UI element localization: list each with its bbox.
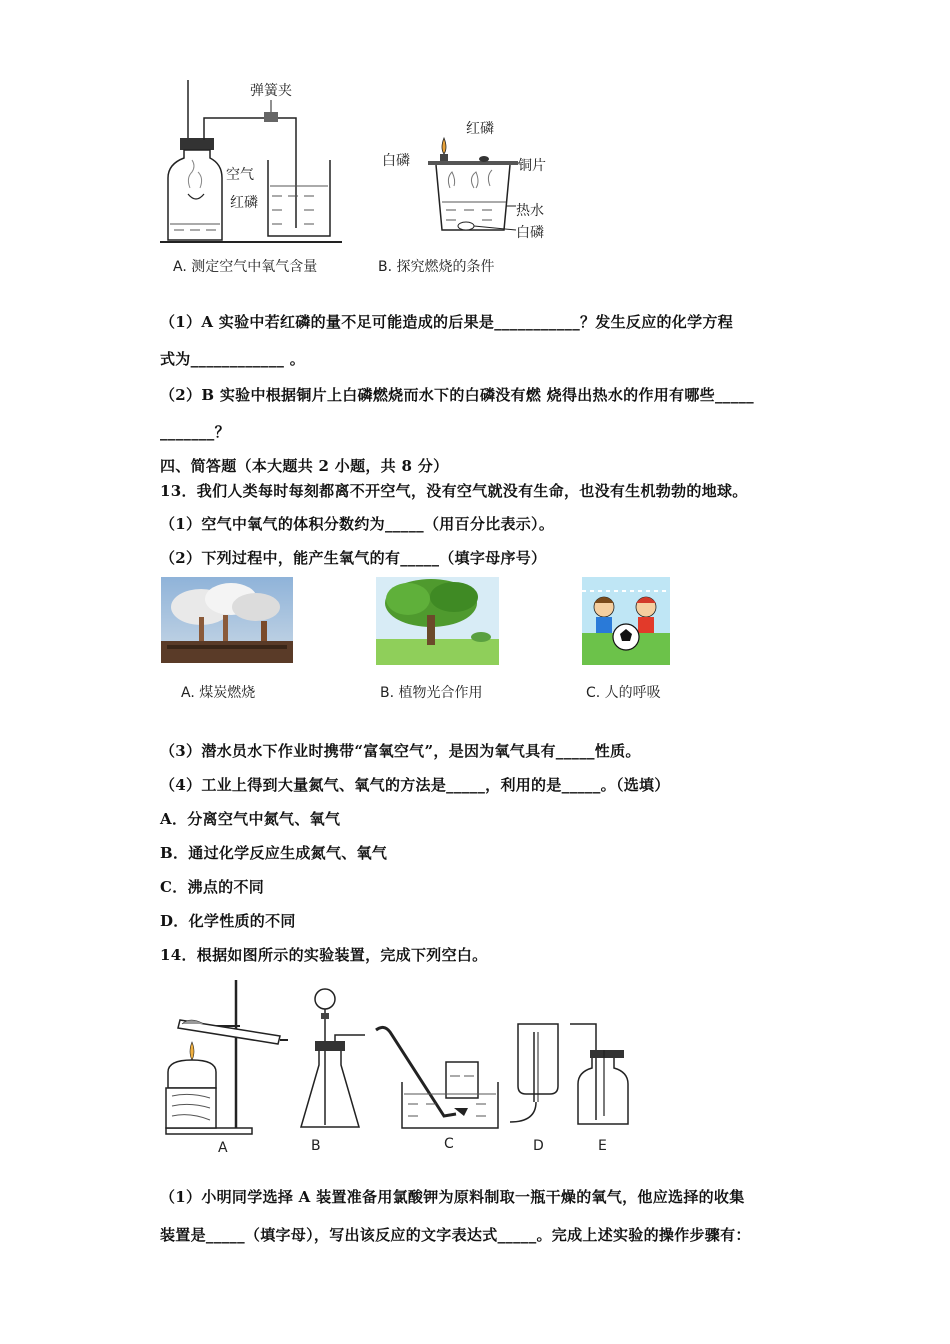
label-hot-water: 热水	[516, 203, 544, 219]
coal-burning-picture	[161, 577, 293, 663]
apparatus-c-water-trough	[372, 1020, 502, 1135]
label-air: 空气	[226, 167, 254, 183]
apparatus-d-upward-collection	[508, 1022, 568, 1132]
apparatus-label-d: D	[533, 1138, 544, 1154]
apparatus-label-e: E	[598, 1138, 607, 1154]
q13-option-d: D．化学性质的不同	[160, 912, 296, 930]
label-white-phosphorus-top: 白磷	[382, 153, 410, 169]
label-spring-clip: 弹簧夹	[250, 83, 292, 99]
q13-part4: （4）工业上得到大量氮气、氧气的方法是_____，利用的是_____。（选填）	[160, 776, 670, 794]
q13-option-b: B．通过化学反应生成氮气、氧气	[160, 844, 388, 862]
q14-part1-line2: 装置是_____（填字母），写出该反应的文字表达式_____。完成上述实验的操作步骤有：	[160, 1226, 751, 1244]
label-red-phosphorus-a: 红磷	[230, 195, 258, 211]
breathing-picture	[582, 577, 670, 665]
caption-experiment-b: B. 探究燃烧的条件	[378, 259, 495, 275]
apparatus-label-c: C	[444, 1136, 454, 1152]
apparatus-label-a: A	[218, 1140, 228, 1156]
q12-part1-line2: 式为____________ 。	[160, 350, 306, 368]
q12-part2-line1: （2）B 实验中根据铜片上白磷燃烧而水下的白磷没有燃 烧得出热水的作用有哪些_____	[160, 386, 754, 404]
q12-part2-line2: _______？	[160, 423, 230, 441]
q13-part1: （1）空气中氧气的体积分数约为_____（用百分比表示）。	[160, 515, 555, 533]
caption-option-a: A. 煤炭燃烧	[181, 685, 256, 701]
label-copper-plate: 铜片	[518, 158, 546, 174]
label-white-phosphorus-bottom: 白磷	[516, 225, 544, 241]
q13-option-a: A．分离空气中氮气、氧气	[160, 810, 341, 828]
q13-stem: 13．我们人类每时每刻都离不开空气，没有空气就没有生命，也没有生机勃勃的地球。	[160, 482, 748, 500]
caption-option-c: C. 人的呼吸	[586, 685, 661, 701]
q14-part1-line1: （1）小明同学选择 A 装置准备用氯酸钾为原料制取一瓶干燥的氧气，他应选择的收集	[160, 1188, 745, 1206]
apparatus-a-diagram	[160, 78, 350, 248]
q13-option-c: C．沸点的不同	[160, 878, 265, 896]
apparatus-label-b: B	[311, 1138, 321, 1154]
q13-part2: （2）下列过程中，能产生氧气的有_____（填字母序号）	[160, 549, 547, 567]
photosynthesis-picture	[376, 577, 499, 665]
caption-experiment-a: A. 测定空气中氧气含量	[173, 259, 318, 275]
label-red-phosphorus-b: 红磷	[466, 121, 494, 137]
apparatus-a-heating	[160, 980, 290, 1140]
caption-option-b: B. 植物光合作用	[380, 685, 483, 701]
q13-part3: （3）潜水员水下作业时携带“富氧空气”，是因为氧气具有_____性质。	[160, 742, 641, 760]
section-title: 四、简答题（本大题共 2 小题，共 8 分）	[160, 457, 449, 475]
q12-part1-line1: （1）A 实验中若红磷的量不足可能造成的后果是___________？发生反应的化学方程	[160, 313, 733, 331]
apparatus-b-diagram	[420, 130, 530, 250]
apparatus-b-flask	[295, 985, 367, 1135]
apparatus-e-downward-collection	[570, 1020, 632, 1130]
q14-stem: 14．根据如图所示的实验装置，完成下列空白。	[160, 946, 488, 964]
